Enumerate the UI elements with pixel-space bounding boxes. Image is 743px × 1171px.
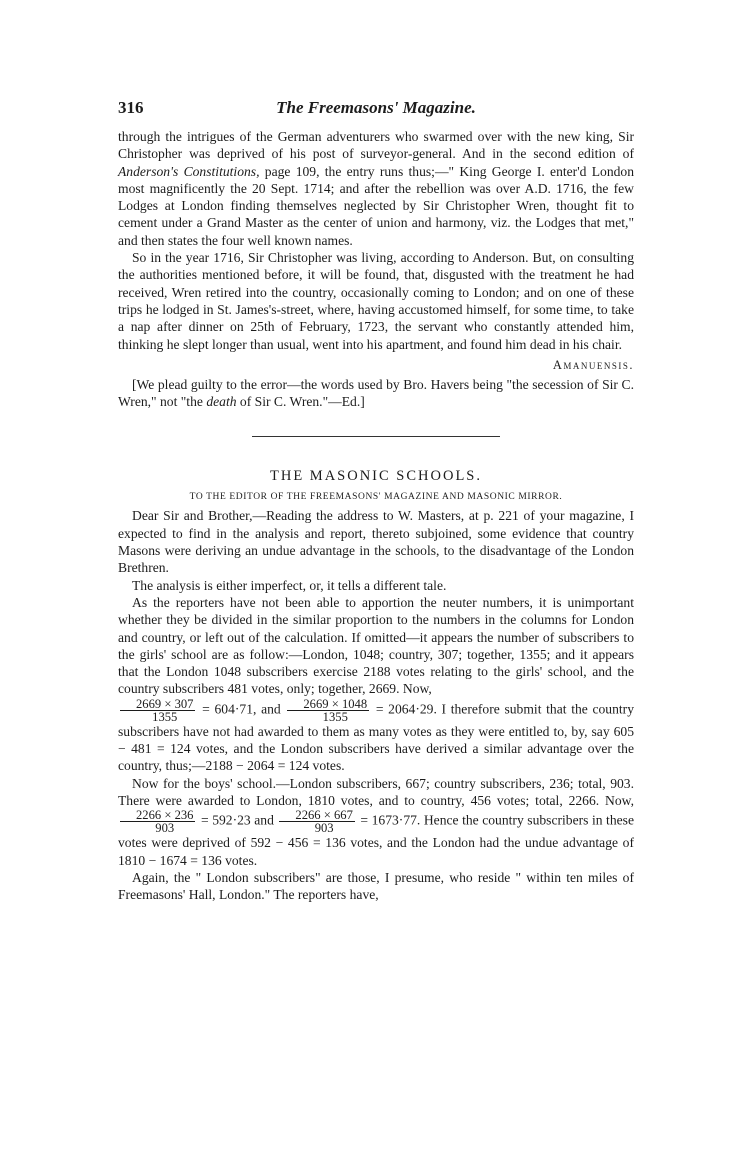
numerator: 2266 × 236: [120, 809, 195, 822]
fraction: [120, 809, 195, 834]
article-wren: [118, 128, 634, 410]
paragraph: [118, 594, 634, 775]
editor-note: [118, 376, 634, 411]
text-run: [We plead guilty to the error—the words used by Bro. Havers being "the secession of Sir C. Wren," not "the: [118, 376, 634, 410]
emphasis: death: [206, 394, 237, 410]
denominator: 1355: [322, 709, 348, 724]
text-run: As the reporters have not been able to apportion the neuter numbers, it is unimportant whether they be divided in the similar proportion to the numbers in the columns for London and country, or left out of the calculation. If omitted—it appears the number of subscribers to the girls' school are as follow:—London, 1048; country, 307; together, 1355; and it appears that the London 1048 subscribers exercise 2188 votes relating to the girls' school, and the country subscribers 481 votes, only; together, 2669. Now,: [118, 594, 634, 697]
paragraph: Dear Sir and Brother,—Reading the address to W. Masters, at p. 221 of your magazine, I expected to find in the analysis and report, thereto subjoined, some evidence that country Masons were deriving an undue advantage in the schools, to the disadvantage of the London Brethren.: [118, 508, 634, 576]
fraction: [279, 809, 354, 834]
numerator: 2669 × 307: [120, 698, 195, 711]
numerator: 2266 × 667: [279, 809, 354, 822]
article-subtitle: TO THE EDITOR OF THE FREEMASONS' MAGAZINE AND MASONIC MIRROR.: [189, 492, 563, 503]
text-run: page 109, the entry runs thus;—" King George I. enter'd London most magnificently the 20 Sept. 1714; and after the rebellion was over A.D. 1716, the few Lodges at London finding themselves neglected by Sir Christopher Wren, thought fit to cement under a Grand Master as the center of union and harmony, viz. the Lodges that met," and then states the four well known names.: [118, 163, 635, 248]
page-content: [118, 98, 634, 903]
paragraph: So in the year 1716, Sir Christopher was living, according to Anderson. But, on consulting the authorities mentioned before, it will be found, that, disgusted with the treatment he had received, Wren retired into the country, occasionally coming to London; and on one of these trips he lodged in St. James's-street, where, having accustomed himself, for some time, to take a nap after dinner on 25th of February, 1723, the servant who constantly attended him, thinking he slept longer than usual, went into his apartment, and found him dead in his chair.: [118, 250, 634, 352]
paragraph: [118, 128, 634, 249]
paragraph: The analysis is either imperfect, or, it tells a different tale.: [132, 577, 447, 593]
fraction: [120, 698, 195, 723]
text-run: Now for the boys' school.—London subscribers, 667; country subscribers, 236; total, 903. There were awarded to London, 1810 votes, and to country, 456 votes; total, 2266. Now,: [118, 775, 634, 808]
running-title: The Freemasons' Magazine.: [276, 98, 476, 117]
paragraph: [118, 775, 634, 869]
text-run: = 592·23 and: [197, 812, 278, 828]
page-header: [118, 98, 634, 120]
article-masonic-schools: [118, 467, 634, 903]
page-number: 316: [118, 98, 144, 117]
signature: Amanuensis.: [552, 357, 634, 372]
text-run: = 604·71, and: [197, 701, 286, 717]
denominator: 1355: [152, 709, 178, 724]
denominator: 903: [155, 821, 175, 836]
text-run: = 1673·77. Hence the country subscribers in these votes were deprived of 592 − 456 = 136 votes, and the London had the undue advantage of 1810 − 1674 = 136 votes.: [118, 812, 634, 868]
text-run: of Sir C. Wren."—Ed.]: [236, 394, 365, 410]
fraction: [287, 698, 369, 723]
text-run: through the intrigues of the German adventurers who swarmed over with the new king, Sir Christopher was deprived of his post of surveyor-general. And in the second edition of: [118, 129, 634, 162]
section-divider: [252, 436, 500, 437]
numerator: 2669 × 1048: [287, 698, 369, 711]
paragraph: Again, the " London subscribers" are those, I presume, who reside " within ten miles of Freemasons' Hall, London." The reporters have,: [118, 869, 634, 903]
article-title: THE MASONIC SCHOOLS.: [269, 468, 482, 485]
text-run: = 2064·29. I therefore submit that the country subscribers have not had awarded to them as many votes as they were entitled to, by, say 605 − 481 = 124 votes, and the London subscribers have derived a similar advantage over the country, thus;—2188 − 2064 = 124 votes.: [118, 701, 634, 774]
denominator: 903: [314, 821, 334, 836]
book-title: Anderson's Constitutions,: [118, 163, 260, 179]
